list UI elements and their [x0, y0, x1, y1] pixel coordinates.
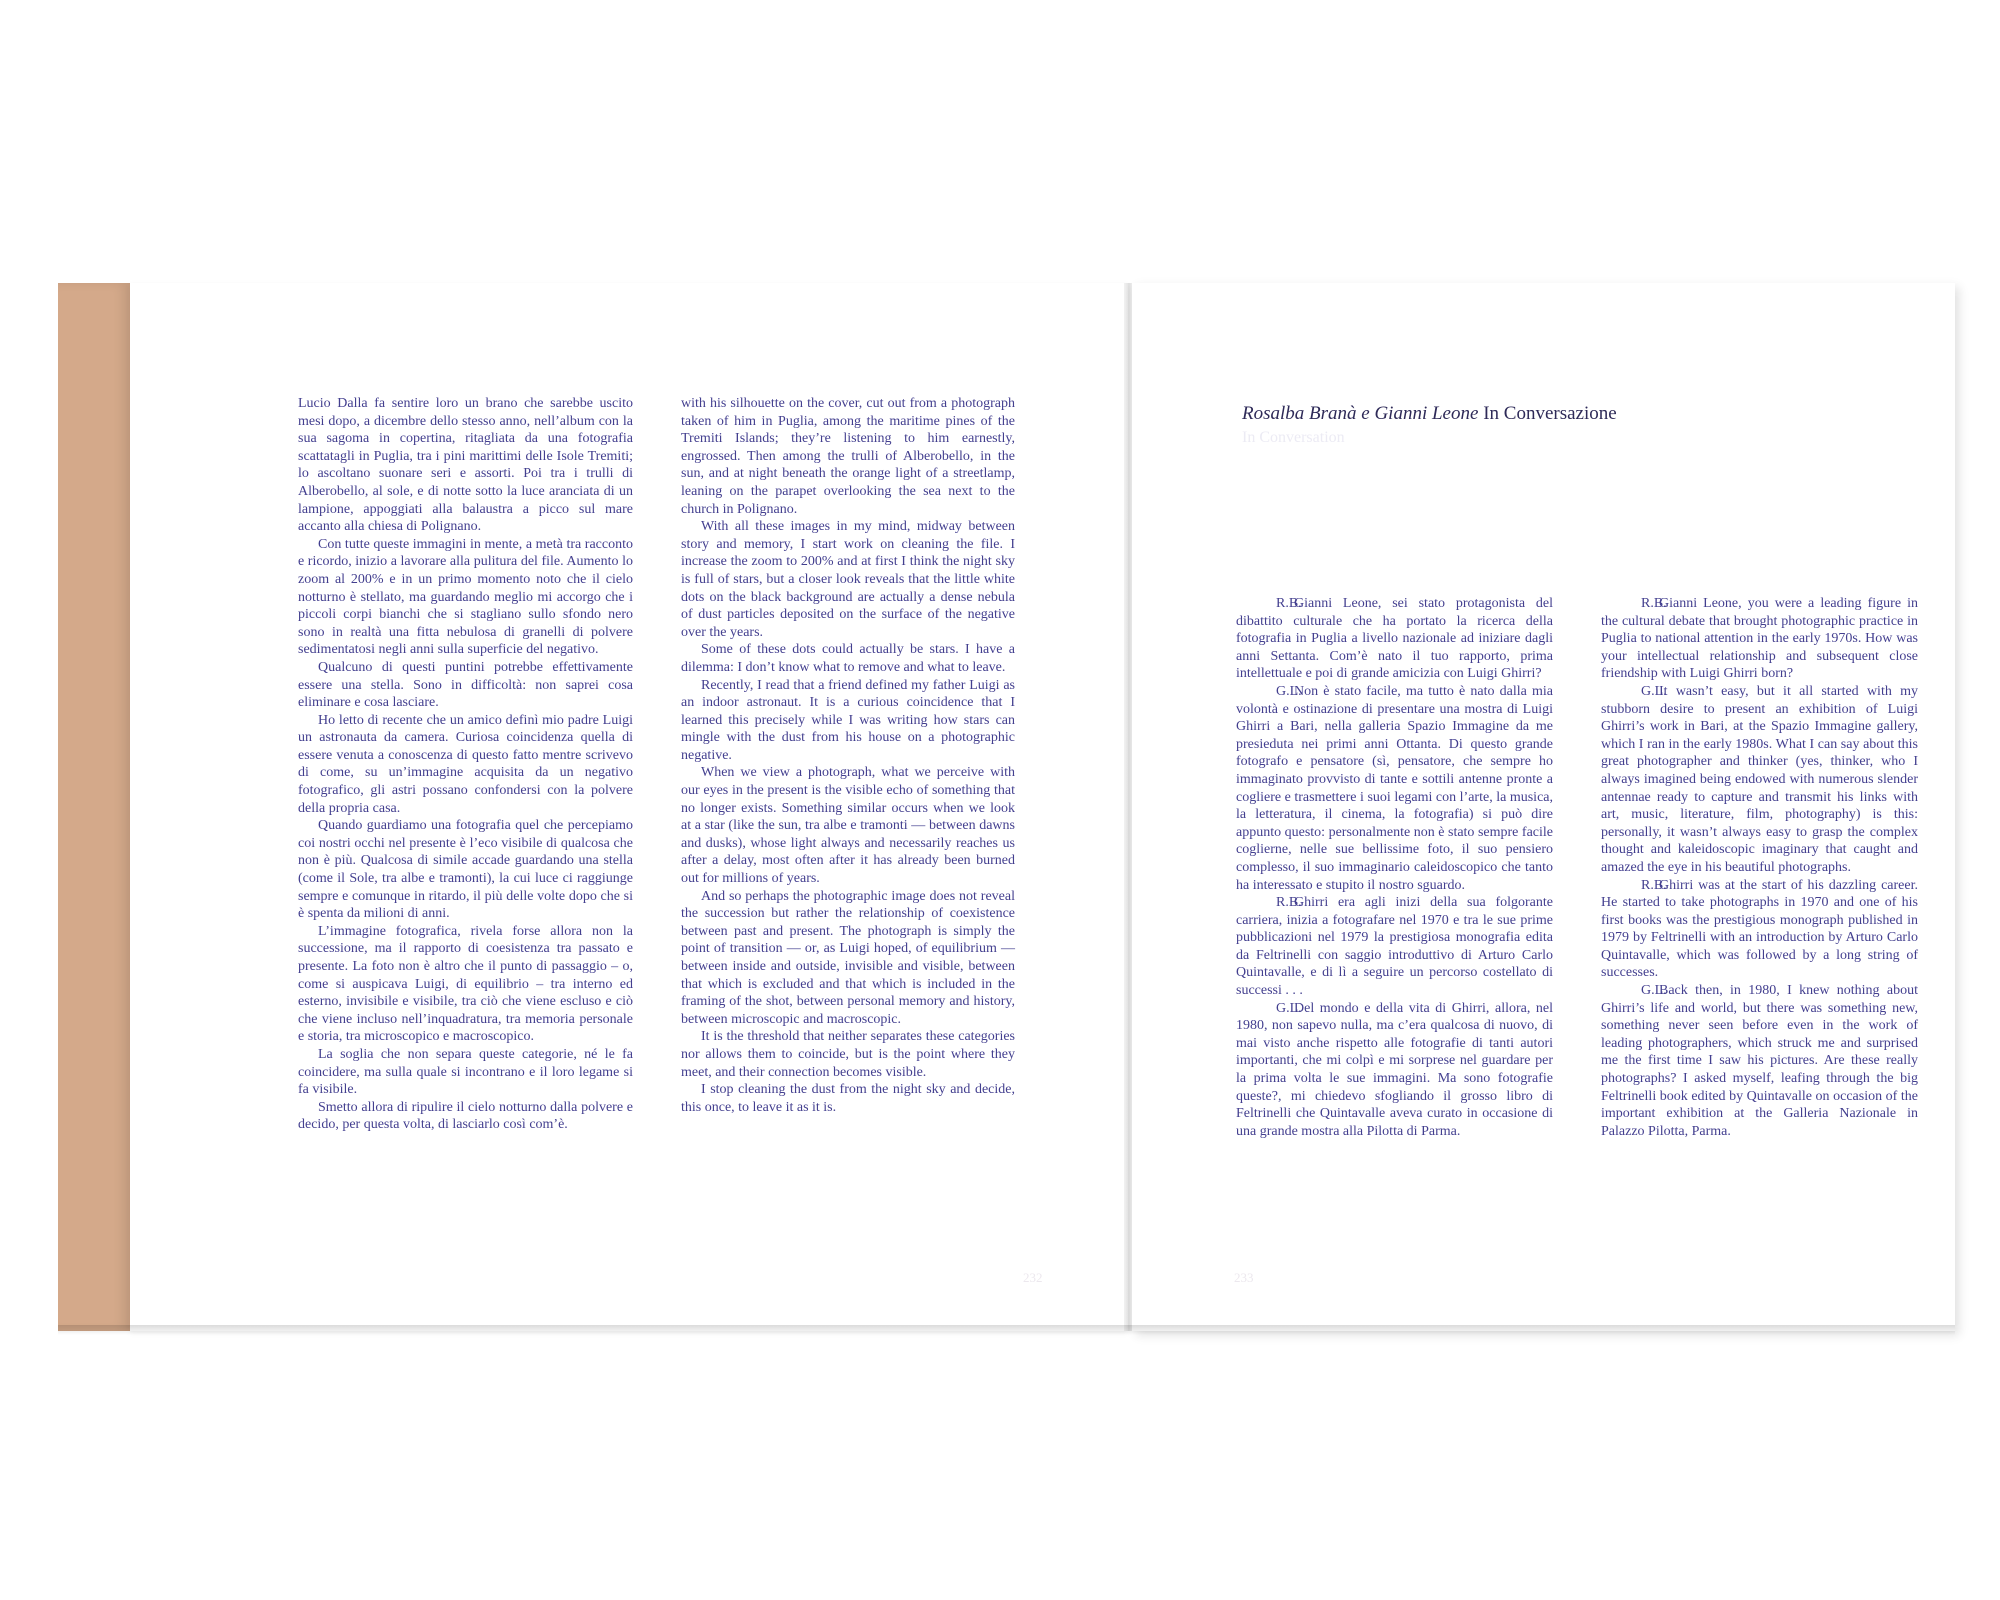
speaker-initials: R.B.	[1276, 895, 1302, 911]
entry-text: Gianni Leone, sei stato protagonista del dibattito culturale che ha portato la ricerca della fotografia in Puglia a livello nazionale ad iniziare dagli anni Settanta. Com’è nato il tuo rapporto, prima intellettuale e poi di grande amicizia con Luigi Ghirri?	[1236, 596, 1553, 682]
book-cover-edge	[58, 283, 130, 1331]
paragraph: Recently, I read that a friend defined my father Luigi as an indoor astronaut. It is a curious coincidence that I learned this precisely while I was writing how stars can mingle with the dust from his house on a photographic negative.	[681, 677, 1015, 763]
speaker-initials: G.L.	[1641, 983, 1667, 999]
header-authors: Rosalba Branà e Gianni Leone	[1242, 403, 1479, 424]
speaker-initials: R.B.	[1641, 596, 1667, 611]
header-title: In Conversazione	[1483, 403, 1617, 424]
speaker-initials: G.L.	[1276, 1000, 1302, 1016]
paragraph: L’immagine fotografica, rivela forse allora non la successione, ma il rapporto di coesistenza tra passato e presente. La foto non è altro che il punto di passaggio – o, come si auspicava Luigi, di equilibrio – tra interno ed esterno, invisibile e visibile, tra ciò che viene escluso e ciò che viene incluso nell’inquadratura, tra memoria personale e storia, tra microscopico e macroscopico.	[298, 923, 633, 1045]
paragraph: Qualcuno di questi puntini potrebbe effettivamente essere una stella. Sono in difficoltà: non saprei cosa eliminare e cosa lasciare.	[298, 659, 633, 711]
paragraph: Lucio Dalla fa sentire loro un brano che sarebbe uscito mesi dopo, a dicembre dello stesso anno, nell’album con la sua sagoma in copertina, ritagliata da una fotografia scattatagli in Puglia, tra i pini marittimi delle Isole Tremiti; lo ascoltano suonare seri e assorti. Poi tra i trulli di Alberobello, al sole, e di notte sotto la luce aranciata di un lampione, appoggiati alla balaustra a picco sul mare accanto alla chiesa di Polignano.	[298, 396, 633, 535]
speaker-initials: R.B.	[1276, 596, 1302, 611]
interview-entry	[1601, 595, 1918, 683]
entry-text: Del mondo e della vita di Ghirri, allora, nel 1980, non sapevo nulla, ma c’era qualcosa di nuovo, di mai visto anche rispetto alle fotografie di tanti autori importanti, che mi colpì e mi sorprese nel guardare per la prima volta le sue immagini. Ma sono fotografie queste?, mi chiedevo sfogliando il grosso libro di Feltrinelli che Quintavalle aveva curato in occasione di una grande mostra alla Pilotta di Parma.	[1236, 1000, 1553, 1139]
interview-entry	[1236, 595, 1553, 683]
entry-text: Back then, in 1980, I knew nothing about Ghirri’s life and world, but there was something new, something never seen before even in the work of leading photographers, which struck me and surprised me the first time I saw his pictures. Are these really photographs? I asked myself, leafing through the big Feltrinelli book edited by Quintavalle on occasion of the important exhibition at the Galleria Nazionale in Palazzo Pilotta, Parma.	[1601, 983, 1918, 1139]
paragraph: And so perhaps the photographic image does not reveal the succession but rather the relationship of coexistence between past and present. The photograph is simply the point of transition — or, as Luigi hoped, of equilibrium — between inside and outside, invisible and visible, between that which is excluded and that which is included in the framing of the shot, between personal memory and history, between microscopic and macroscopic.	[681, 888, 1015, 1027]
entry-text: Ghirri was at the start of his dazzling career. He started to take photographs in 1970 and one of his first books was the prestigious monograph published in 1979 by Feltrinelli with an introduction by Arturo Carlo Quintavalle, which was followed by a long string of successes.	[1601, 877, 1918, 981]
interview-entry	[1601, 683, 1918, 877]
speaker-initials: R.B.	[1641, 877, 1667, 893]
italian-interview-column	[1236, 595, 1553, 1140]
entry-text: Ghirri era agli inizi della sua folgorante carriera, inizia a fotografare nel 1970 e tra le sue prime pubblicazioni nel 1979 la prestigiosa monografia edita da Feltrinelli con saggio introduttivo di Arturo Carlo Quintavalle, e di lì a seguire un percorso costellato di successi . . .	[1236, 895, 1553, 999]
entry-text: Non è stato facile, ma tutto è nato dalla mia volontà e ostinazione di presentare una mostra di Luigi Ghirri a Bari, nella galleria Spazio Immagine da me presieduta nei primi anni Ottanta. Di questo grande fotografo e pensatore (sì, pensatore, che sempre ho immaginato provvisto di tante e sottili antenne pronte a cogliere e trasmettere i suoi legami con l’arte, la musica, la letteratura, il cinema, la fotografia) si può dire appunto questo: personalmente non è stato sempre facile coglierne, nelle sue bellissime foto, il suo pensiero complesso, il suo immaginario caleidoscopico che tanto ha interessato e stupito il nostro sguardo.	[1236, 683, 1553, 893]
right-page	[1132, 283, 1955, 1331]
interview-entry	[1601, 982, 1918, 1140]
page-number: 232	[1023, 1270, 1043, 1285]
interview-entry	[1236, 683, 1553, 894]
paragraph: with his silhouette on the cover, cut out from a photograph taken of him in Puglia, among the maritime pines of the Tremiti Islands; they’re listening to him earnestly, engrossed. Then among the trulli of Alberobello, in the sun, and at night beneath the orange light of a streetlamp, leaning on the parapet overlooking the sea next to the church in Polignano.	[681, 396, 1015, 517]
paragraph: Smetto allora di ripulire il cielo notturno dalla polvere e decido, per questa volta, di lasciarlo così com’è.	[298, 1099, 633, 1133]
paragraph: Ho letto di recente che un amico definì mio padre Luigi un astronauta da camera. Curiosa coincidenza quella di essere venuta a conoscenza di questo fatto mentre scrivevo di come, su un’immagine acquisita da un negativo fotografico, gli astri possano confondersi con la polvere della propria casa.	[298, 712, 633, 816]
paragraph: Quando guardiamo una fotografia quel che percepiamo coi nostri occhi nel presente è l’eco visibile di qualcosa che non è più. Qualcosa di simile accade guardando una stella (come il Sole, tra albe e tramonti), la cui luce ci raggiunge sempre e comunque in ritardo, il più delle volte dopo che si è spenta da milioni di anni.	[298, 818, 633, 922]
paragraph: It is the threshold that neither separates these categories nor allows them to coincide, but is the point where they meet, and their connection becomes visible.	[681, 1029, 1015, 1080]
italian-text-column	[298, 395, 633, 1134]
left-page	[130, 283, 1128, 1331]
paragraph: La soglia che non separa queste categorie, né le fa coincidere, ma sulla quale si incontrano e il loro legame si fa visibile.	[298, 1046, 633, 1098]
english-text-column	[681, 395, 1015, 1116]
english-interview-column	[1601, 595, 1918, 1140]
header-subtitle-faint: In Conversation	[1242, 429, 1345, 446]
paragraph: With all these images in my mind, midway between story and memory, I start work on cleaning the file. I increase the zoom to 200% and at first I think the night sky is full of stars, but a closer look reveals that the little white dots on the black background are actually a dense nebula of dust particles deposited on the surface of the negative over the years.	[681, 519, 1015, 640]
section-header	[1242, 403, 1742, 447]
page-number: 233	[1234, 1270, 1254, 1285]
paragraph: I stop cleaning the dust from the night sky and decide, this once, to leave it as it is.	[681, 1082, 1015, 1115]
interview-entry	[1236, 1000, 1553, 1141]
speaker-initials: G.L.	[1276, 683, 1302, 699]
open-book	[58, 283, 1955, 1331]
entry-text: It wasn’t easy, but it all started with my stubborn desire to present an exhibition of Luigi Ghirri’s work in Bari, at the Spazio Immagine gallery, which I ran in the early 1980s. What I can say about this great photographer and thinker (yes, thinker, who I always imagined being endowed with numerous slender antennae ready to capture and transmit his links with art, music, literature, film, photography) is this: personally, it wasn’t always easy to grasp the complex thought and kaleidoscopic imaginary that caught and amazed the eye in his beautiful photographs.	[1601, 683, 1918, 875]
paragraph: Some of these dots could actually be stars. I have a dilemma: I don’t know what to remove and what to leave.	[681, 642, 1015, 675]
entry-text: Gianni Leone, you were a leading figure in the cultural debate that brought photographic practice in Puglia to national attention in the early 1970s. How was your intellectual relationship and subsequent close friendship with Luigi Ghirri born?	[1601, 596, 1918, 682]
interview-entry	[1236, 894, 1553, 1000]
book-shadow	[58, 1325, 1955, 1335]
interview-entry	[1601, 877, 1918, 983]
speaker-initials: G.L.	[1641, 683, 1667, 699]
paragraph: When we view a photograph, what we perceive with our eyes in the present is the visible echo of something that no longer exists. Something similar occurs when we look at a star (like the sun, tra albe e tramonti — between dawns and dusks), whose light always and necessarily reaches us after a delay, most often after it has already been burned out for millions of years.	[681, 765, 1015, 887]
paragraph: Con tutte queste immagini in mente, a metà tra racconto e ricordo, inizio a lavorare alla pulitura del file. Aumento lo zoom al 200% e in un primo momento noto che il cielo notturno è stellato, ma guardando meglio mi accorgo che i piccoli corpi bianchi che si stagliano sullo sfondo nero sono in realtà una fitta nebulosa di granelli di polvere sedimentatosi negli anni sulla superficie del negativo.	[298, 536, 633, 658]
